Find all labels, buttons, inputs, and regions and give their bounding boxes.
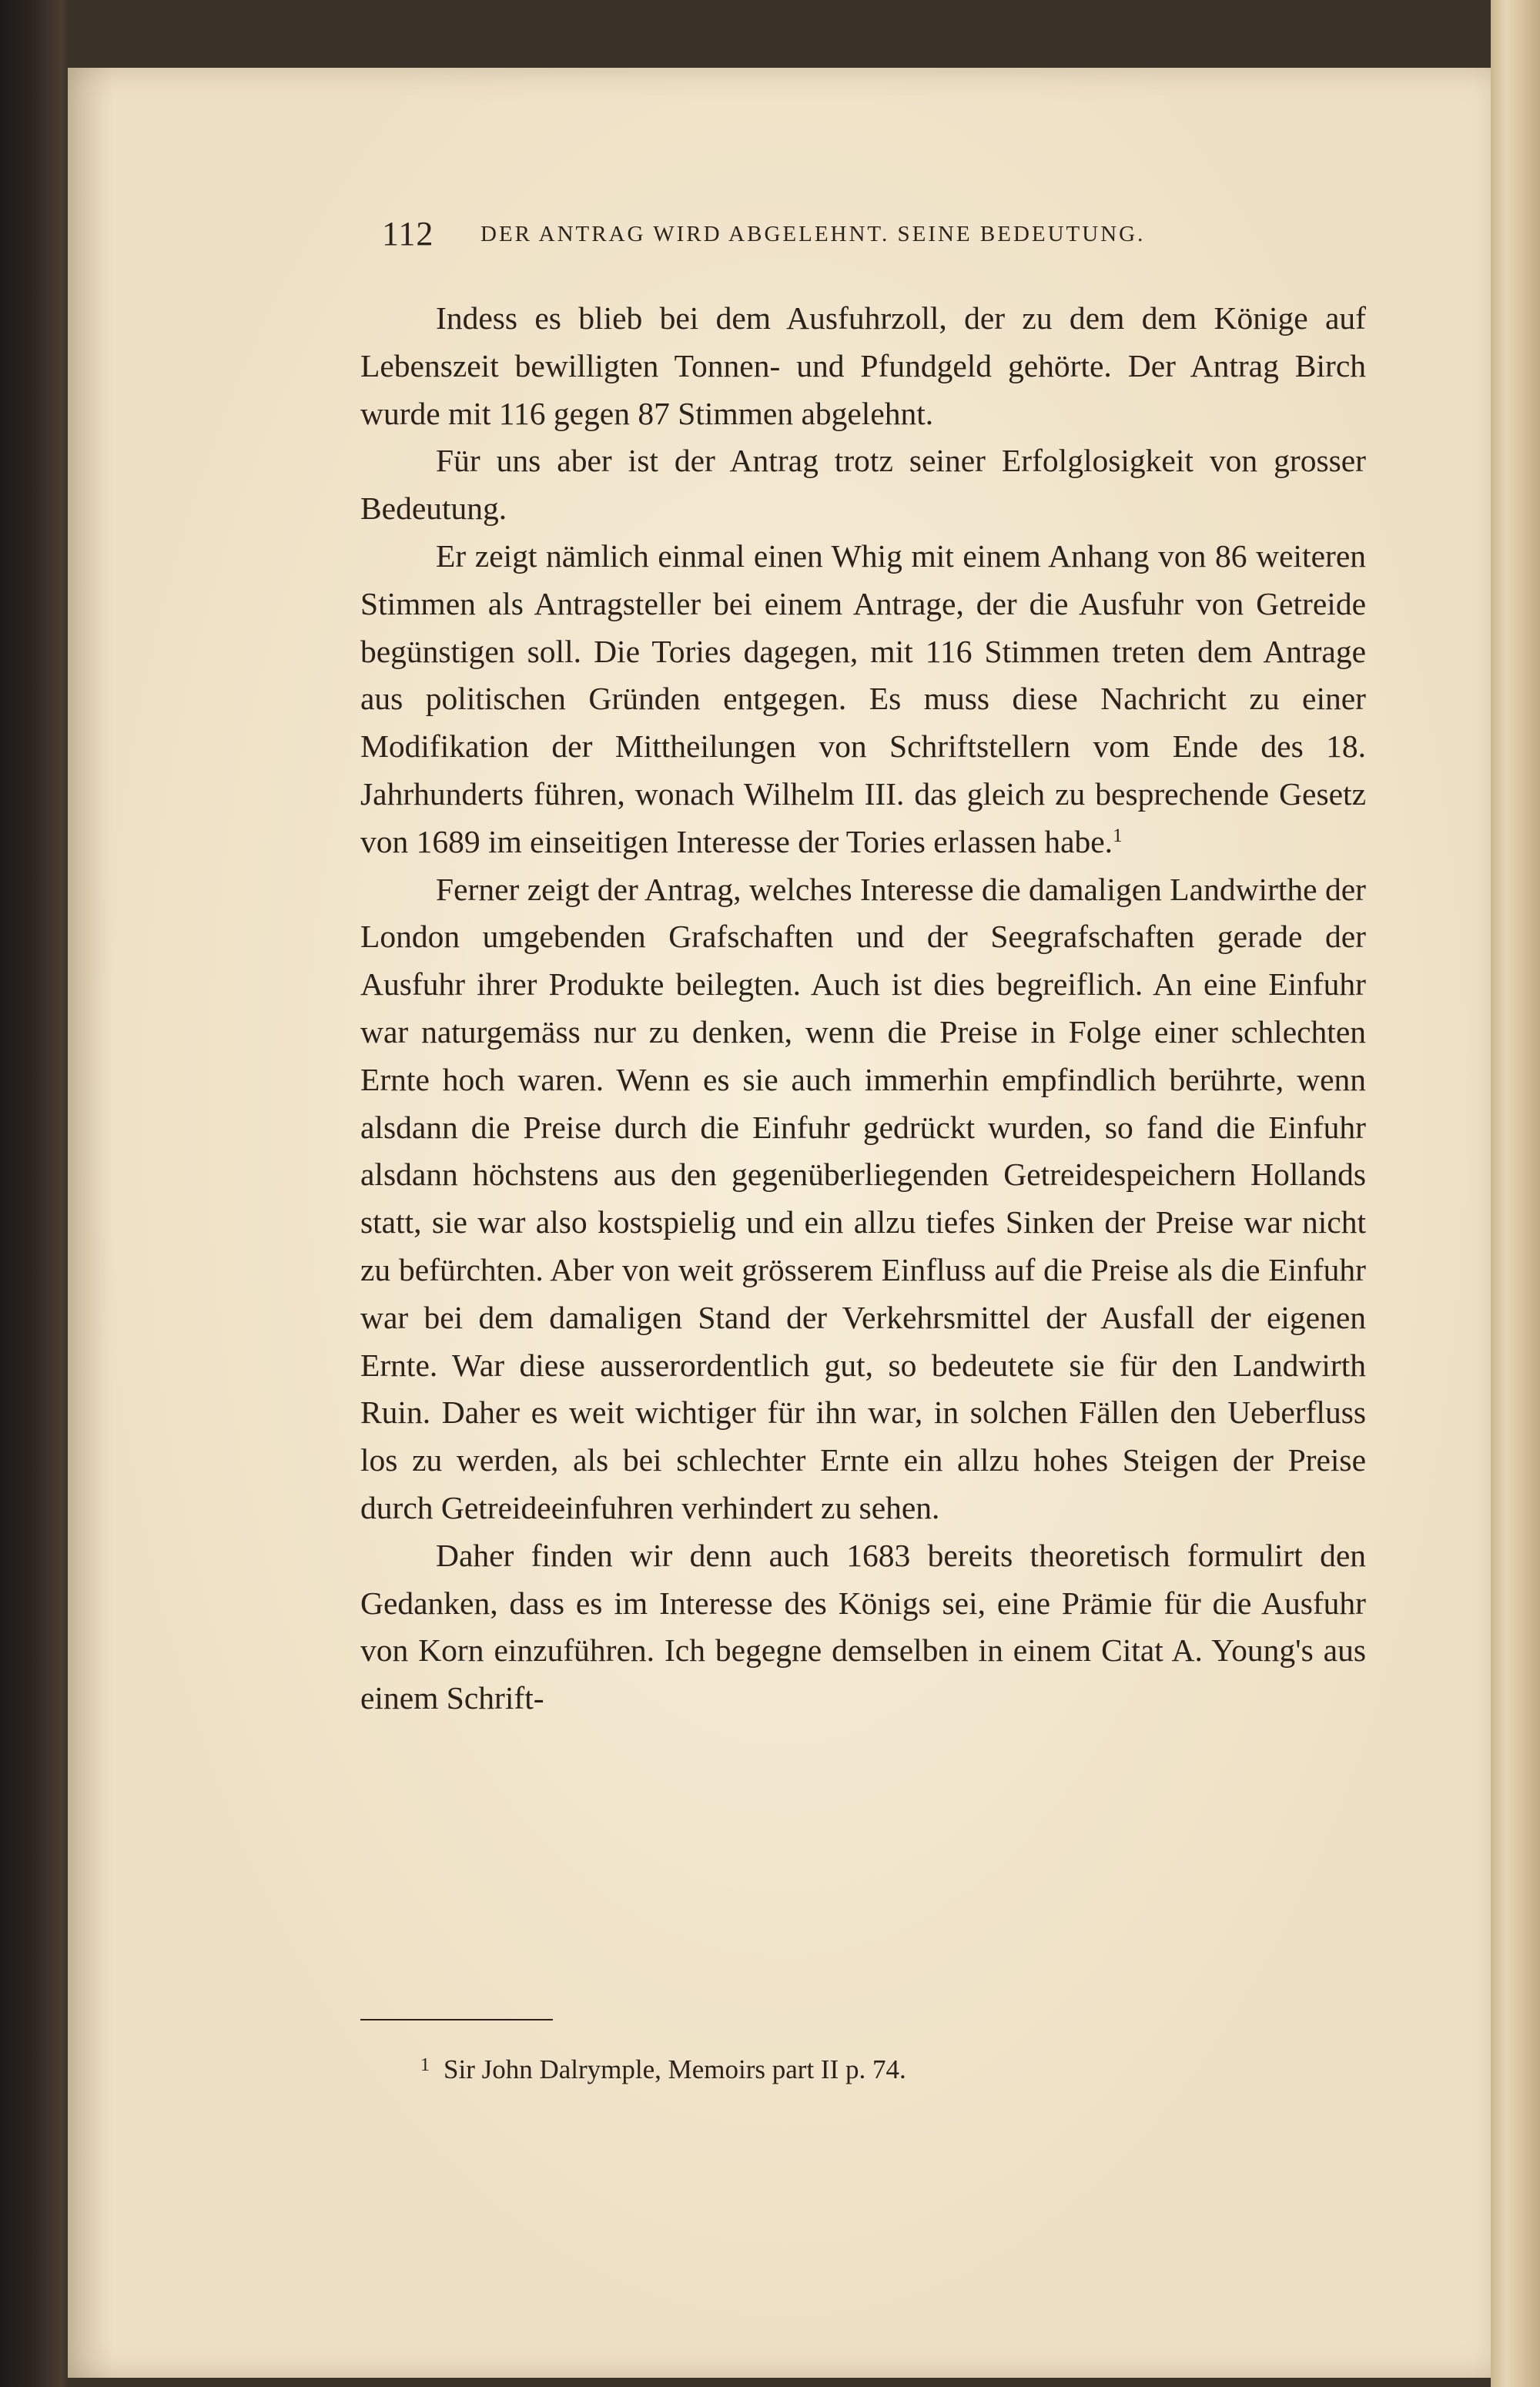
paragraph-text: Indess es blieb bei dem Ausfuhrzoll, der zu dem dem Könige auf Lebenszeit bewilligten Tonnen- und Pfundgeld gehörte. Der Antrag Birch wurde mit 116 gegen 87 Stimmen abgelehnt. [360,300,1366,431]
paragraph [360,533,1366,866]
page-number: 112 [382,215,434,253]
paragraph-text: Daher finden wir denn auch 1683 bereits theoretisch formulirt den Gedanken, dass es im Interesse des Königs sei, eine Prämie für die Ausfuhr von Korn einzuführen. Ich begegne demselben in einem Citat A. Young's aus einem Schrift- [360,1537,1366,1716]
footnote-text: Sir John Dalrymple, Memoirs part II p. 74. [444,2054,906,2084]
footnote-divider [360,2019,553,2020]
next-page-edge [1491,0,1540,2387]
paragraph-text: Ferner zeigt der Antrag, welches Interesse die damaligen Landwirthe der London umgebenden Grafschaften und der Seegrafschaften gerade der Ausfuhr ihrer Produkte beilegten. Auch ist dies begreiflich. An eine Einfuhr war naturgemäss nur zu denken, wenn die Preise in Folge einer schlechten Ernte hoch waren. Wenn es sie auch immerhin empfindlich berührte, wenn alsdann die Preise durch die Einfuhr gedrückt wurden, so fand die Einfuhr alsdann höchstens aus den gegenüberliegenden Getreidespeichern Hollands statt, sie war also kostspielig und ein allzu tiefes Sinken der Preise war nicht zu befürchten. Aber von weit grösserem Einfluss auf die Preise als die Einfuhr war bei dem damaligen Stand der Verkehrsmittel der Ausfall der eigenen Ernte. War diese ausserordentlich gut, so bedeutete sie für den Landwirth Ruin. Daher es weit wichtiger für ihn war, in solchen Fällen den Ueberfluss los zu werden, als bei schlechter Ernte ein allzu hohes Steigen der Preise durch Getreideeinfuhren verhindert zu sehen. [360,871,1366,1525]
footnote-mark: 1 [420,2055,430,2075]
paragraph [360,295,1366,437]
paragraph [360,437,1366,533]
paragraph-text: Für uns aber ist der Antrag trotz seiner Erfolglosigkeit von grosser Bedeutung. [360,443,1366,527]
running-title: DER ANTRAG WIRD ABGELEHNT. SEINE BEDEUTUNG. [480,222,1146,246]
paragraph [360,866,1366,1532]
footnote [420,2046,906,2089]
paragraph-text: Er zeigt nämlich einmal einen Whig mit einem Anhang von 86 weiteren Stimmen als Antragsteller bei einem Antrage, der die Ausfuhr von Getreide begünstigen soll. Die Tories dagegen, mit 116 Stimmen treten dem Antrage aus politischen Gründen entgegen. Es muss diese Nachricht zu einer Modifikation der Mittheilungen von Schriftstellern vom Ende des 18. Jahrhunderts führen, wonach Wilhelm III. das gleich zu besprechende Gesetz von 1689 im einseitigen Interesse der Tories erlassen habe. [360,537,1366,859]
body-text [360,295,1366,1722]
running-head [382,214,1383,260]
footnote-reference[interactable]: 1 [1113,825,1123,846]
paragraph [360,1532,1366,1722]
